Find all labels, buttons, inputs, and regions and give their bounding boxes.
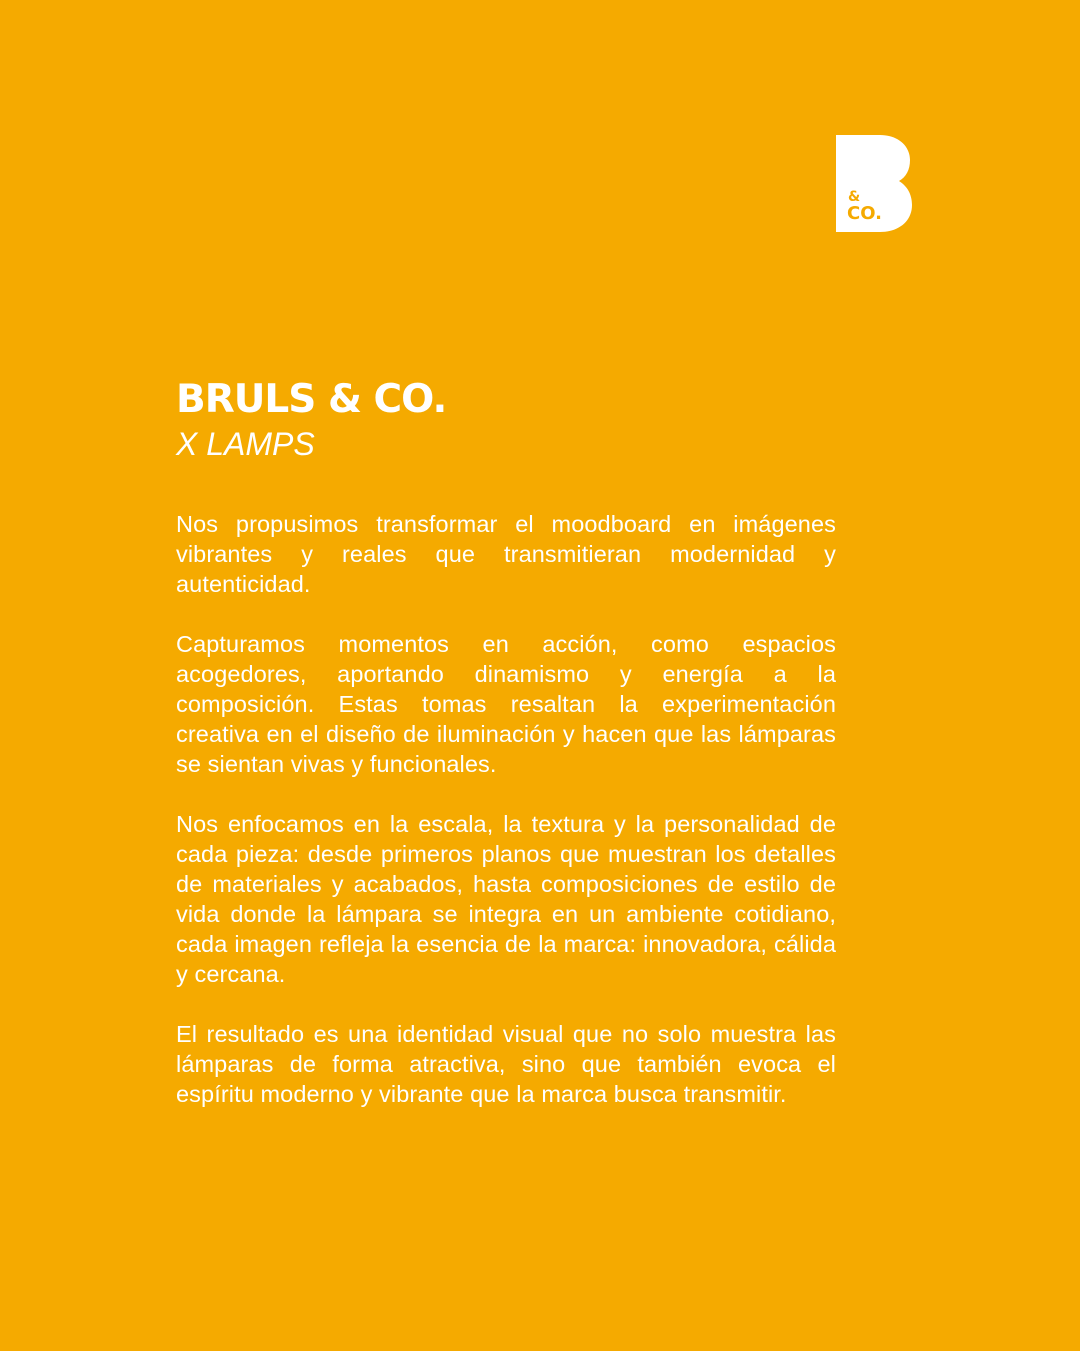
logo-co: CO. [847,203,882,224]
paragraph-3: Nos enfocamos en la escala, la textura y la personalidad de cada pieza: desde primeros planos que muestran los detalles de materiales y acabados, hasta composiciones de estilo de vida donde la lámpara se integra en un ambiente cotidiano, cada imagen refleja la esencia de la marca: innovadora, cálida y cercana. [176,811,836,987]
paragraph-4: El resultado es una identidad visual que no solo muestra las lámparas de forma atractiva, sino que también evoca el espíritu moderno y vibrante que la marca busca transmitir. [176,1021,836,1107]
logo-ampersand: & [848,189,861,205]
paragraph-1: Nos propusimos transformar el moodboard en imágenes vibrantes y reales que transmitieran modernidad y autenticidad. [176,511,836,597]
logo-mark [836,135,912,232]
page-subtitle: X LAMPS [176,426,315,462]
page-title: BRULS & CO. [176,377,447,422]
title-block [176,376,838,464]
body-text [176,509,836,1139]
brand-logo [836,135,912,232]
paragraph-2: Capturamos momentos en acción, como espacios acogedores, aportando dinamismo y energía a la composición. Estas tomas resaltan la experimentación creativa en el diseño de iluminación y hacen que las lámparas se sientan vivas y funcionales. [176,631,836,777]
